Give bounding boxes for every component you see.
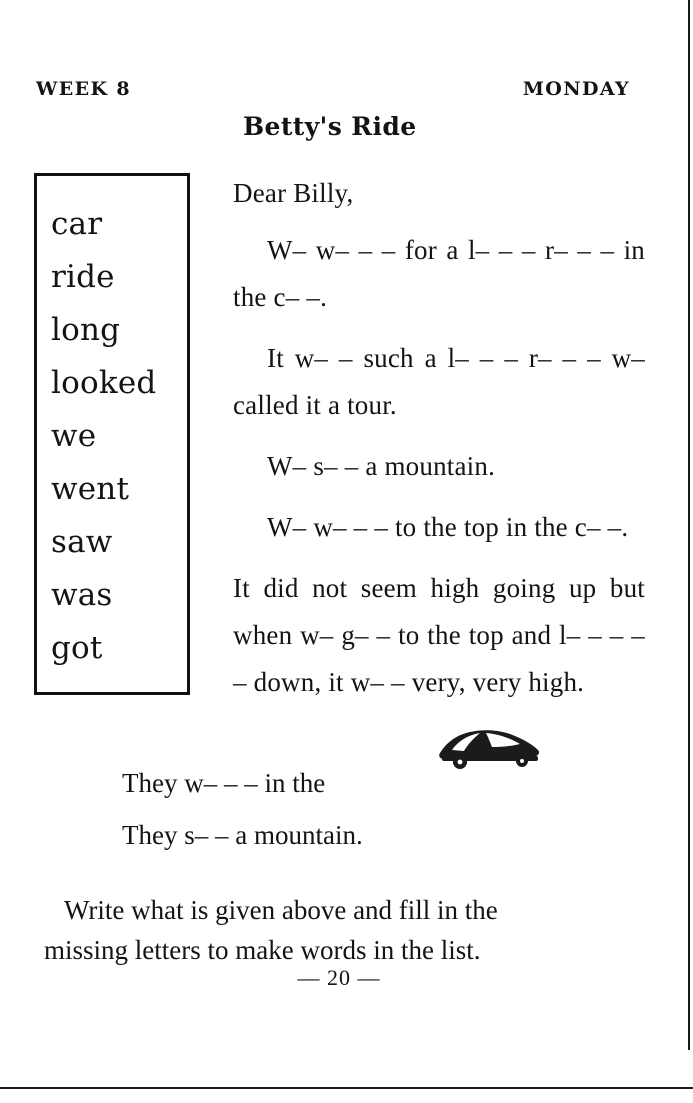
list-item: ride [51, 259, 115, 295]
list-item: long [51, 312, 121, 348]
list-item: car [51, 206, 103, 242]
sentence-text: They w– – – in the [122, 768, 326, 798]
practice-sentences [122, 757, 592, 861]
word-list-box [34, 173, 190, 695]
letter-paragraph: W– s– – a mountain. [267, 451, 496, 481]
letter-paragraph: W– w– – – for a l– – – r– – – in the c– –. [233, 235, 645, 312]
letter-paragraph: It w– – such a l– – – r– – – w– called it a tour. [233, 343, 645, 420]
page-border-right [688, 0, 690, 1050]
sentence-text: They s– – a mountain. [122, 820, 363, 850]
sentence-row [122, 757, 592, 809]
car-icon [422, 723, 542, 769]
letter-body [233, 170, 645, 720]
list-item: was [51, 577, 113, 613]
instruction-text [44, 890, 634, 970]
letter-paragraph: It did not seem high going up but when w– g– – to the top and l– – – – – down, it w– – very, very high. [233, 573, 645, 697]
sentence-row [122, 809, 592, 861]
page-number: — 20 — [297, 965, 381, 990]
list-item: we [51, 418, 97, 454]
page-title: Betty's Ride [243, 112, 417, 141]
instruction-line-1: Write what is given above and fill in the [64, 895, 498, 925]
letter-salutation: Dear Billy, [233, 178, 354, 208]
instruction-line-2: missing letters to make words in the list. [44, 935, 481, 965]
page-border-bottom [0, 1087, 693, 1089]
list-item: went [51, 471, 130, 507]
running-head [36, 78, 630, 100]
list-item: saw [51, 524, 113, 560]
letter-paragraph: W– w– – – to the top in the c– –. [267, 512, 629, 542]
list-item: looked [51, 365, 157, 401]
week-label: WEEK 8 [36, 78, 132, 100]
list-item: got [51, 630, 103, 666]
day-label: MONDAY [522, 78, 630, 100]
